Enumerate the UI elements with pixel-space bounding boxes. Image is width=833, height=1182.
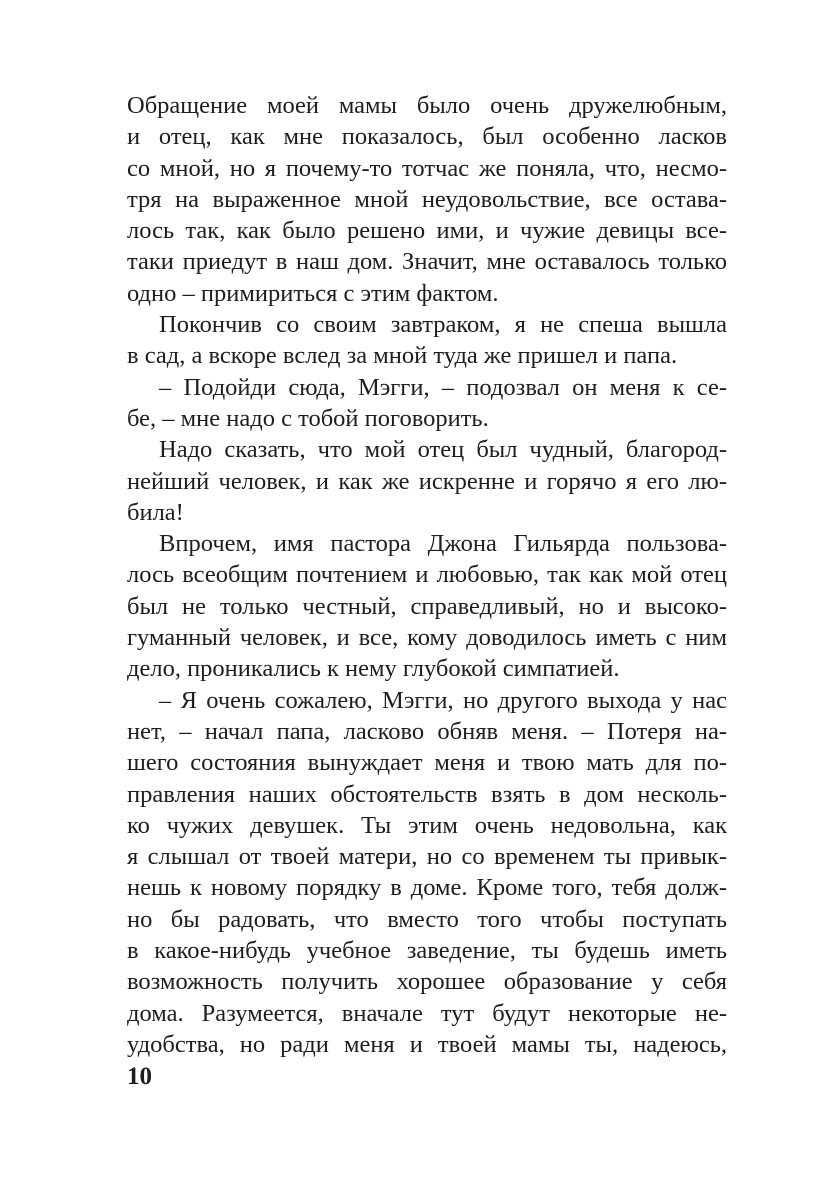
text-line: я слышал от твоей матери, но со временем ты привык- [127, 843, 727, 871]
text-line: удобства, но ради меня и твоей мамы ты, надеюсь, [127, 1030, 727, 1058]
text-line: Обращение моей мамы было очень дружелюбным, [127, 92, 727, 119]
text-line: дело, проникались к нему глубокой симпатией. [127, 655, 620, 683]
text-line: со мной, но я почему-то тотчас же поняла, что, несмо- [127, 154, 727, 182]
text-line: Покончив со своим завтраком, я не спеша вышла [159, 311, 727, 339]
text-line: лось всеобщим почтением и любовью, так как мой отец [127, 561, 727, 589]
text-line: лось так, как было решено ими, и чужие девицы все- [127, 217, 727, 245]
text-line: правления наших обстоятельств взять в дом несколь- [127, 780, 727, 808]
text-line: нейший человек, и как же искренне и горячо я его лю- [127, 467, 727, 495]
text-line: был не только честный, справедливый, но и высоко- [127, 592, 727, 620]
text-line: тря на выраженное мной неудовольствие, все остава- [127, 185, 727, 213]
text-line: ко чужих девушек. Ты этим очень недовольна, как [127, 811, 727, 839]
text-line: била! [127, 498, 184, 526]
text-line: таки приедут в наш дом. Значит, мне оставалось только [127, 248, 727, 276]
text-line: Надо сказать, что мой отец был чудный, благород- [159, 436, 727, 464]
text-line: нешь к новому порядку в доме. Кроме того, тебя долж- [127, 874, 727, 902]
body-text [127, 90, 727, 1060]
text-line: шего состояния вынуждает меня и твою мать для по- [127, 749, 727, 777]
text-line: в сад, а вскоре вслед за мной туда же пришел и папа. [127, 342, 678, 370]
text-line: нет, – начал папа, ласково обняв меня. – Потеря на- [127, 717, 727, 745]
page-number: 10 [127, 1063, 152, 1090]
text-line: возможность получить хорошее образование у себя [127, 968, 727, 996]
text-line: бе, – мне надо с тобой поговорить. [127, 404, 489, 432]
text-line: одно – примириться с этим фактом. [127, 279, 499, 307]
text-line: – Я очень сожалею, Мэгги, но другого выхода у нас [159, 686, 727, 714]
text-line: Впрочем, имя пастора Джона Гильярда пользова- [159, 530, 727, 558]
text-line: и отец, как мне показалось, был особенно ласков [127, 123, 727, 151]
text-line: дома. Разумеется, вначале тут будут некоторые не- [127, 999, 727, 1027]
text-line: – Подойди сюда, Мэгги, – подозвал он меня к се- [159, 373, 727, 401]
text-line: гуманный человек, и все, кому доводилось иметь с ним [127, 624, 727, 652]
text-line: в какое-нибудь учебное заведение, ты будешь иметь [127, 937, 727, 965]
text-line: но бы радовать, что вместо того чтобы поступать [127, 905, 727, 933]
